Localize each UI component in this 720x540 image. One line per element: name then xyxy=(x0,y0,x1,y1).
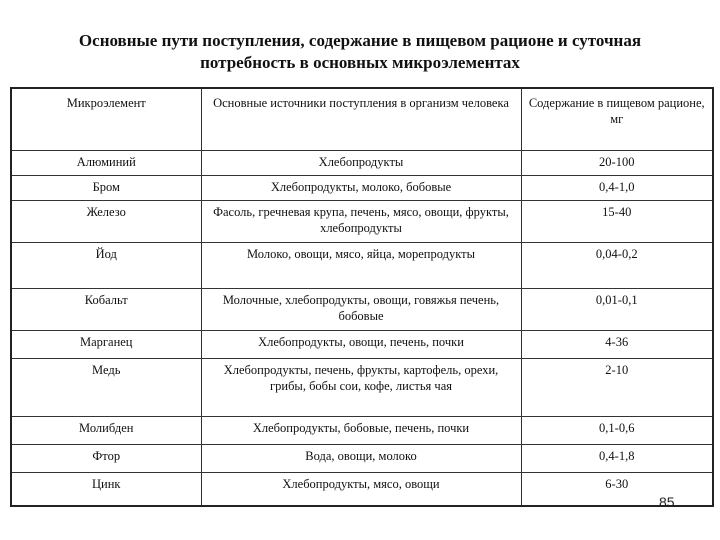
table-row xyxy=(11,358,713,416)
cell-content: 0,4-1,0 xyxy=(521,175,713,200)
table-header-row xyxy=(11,88,713,150)
cell-sources: Молоко, овощи, мясо, яйца, морепродукты xyxy=(201,242,521,288)
cell-content: 0,01-0,1 xyxy=(521,288,713,330)
table-row xyxy=(11,175,713,200)
cell-element: Цинк xyxy=(11,472,201,506)
title-line-1: Основные пути поступления, содержание в пищевом рационе и суточная xyxy=(78,31,642,50)
cell-element: Фтор xyxy=(11,444,201,472)
table-row xyxy=(11,330,713,358)
cell-sources: Фасоль, гречневая крупа, печень, мясо, овощи, фрукты, хлебопродукты xyxy=(201,200,521,242)
cell-element: Железо xyxy=(11,200,201,242)
cell-element: Бром xyxy=(11,175,201,200)
cell-content: 6-30 xyxy=(521,472,713,506)
cell-content: 2-10 xyxy=(521,358,713,416)
header-sources: Основные источники поступления в организм человека xyxy=(201,88,521,150)
table-row xyxy=(11,200,713,242)
header-content: Содержание в пищевом рационе, мг xyxy=(521,88,713,150)
cell-content: 0,04-0,2 xyxy=(521,242,713,288)
cell-sources: Молочные, хлебопродукты, овощи, говяжья печень, бобовые xyxy=(201,288,521,330)
cell-element: Кобальт xyxy=(11,288,201,330)
table-row xyxy=(11,416,713,444)
cell-sources: Хлебопродукты, овощи, печень, почки xyxy=(201,330,521,358)
cell-sources: Хлебопродукты xyxy=(201,150,521,175)
title-line-2: потребность в основных микроэлементах xyxy=(200,53,520,72)
cell-sources: Хлебопродукты, бобовые, печень, почки xyxy=(201,416,521,444)
cell-element: Йод xyxy=(11,242,201,288)
cell-sources: Вода, овощи, молоко xyxy=(201,444,521,472)
cell-element: Алюминий xyxy=(11,150,201,175)
cell-content: 0,4-1,8 xyxy=(521,444,713,472)
page-number: 85 xyxy=(659,494,675,510)
header-element: Микроэлемент xyxy=(11,88,201,150)
cell-element: Марганец xyxy=(11,330,201,358)
table-row xyxy=(11,288,713,330)
cell-content: 20-100 xyxy=(521,150,713,175)
cell-sources: Хлебопродукты, печень, фрукты, картофель, орехи, грибы, бобы сои, кофе, листья чая xyxy=(201,358,521,416)
table-row xyxy=(11,150,713,175)
cell-sources: Хлебопродукты, мясо, овощи xyxy=(201,472,521,506)
microelements-table xyxy=(10,87,714,507)
table-row xyxy=(11,444,713,472)
cell-element: Медь xyxy=(11,358,201,416)
cell-content: 0,1-0,6 xyxy=(521,416,713,444)
cell-content: 4-36 xyxy=(521,330,713,358)
table-row xyxy=(11,242,713,288)
page-title xyxy=(0,30,720,74)
cell-sources: Хлебопродукты, молоко, бобовые xyxy=(201,175,521,200)
cell-element: Молибден xyxy=(11,416,201,444)
cell-content: 15-40 xyxy=(521,200,713,242)
table-row xyxy=(11,472,713,506)
